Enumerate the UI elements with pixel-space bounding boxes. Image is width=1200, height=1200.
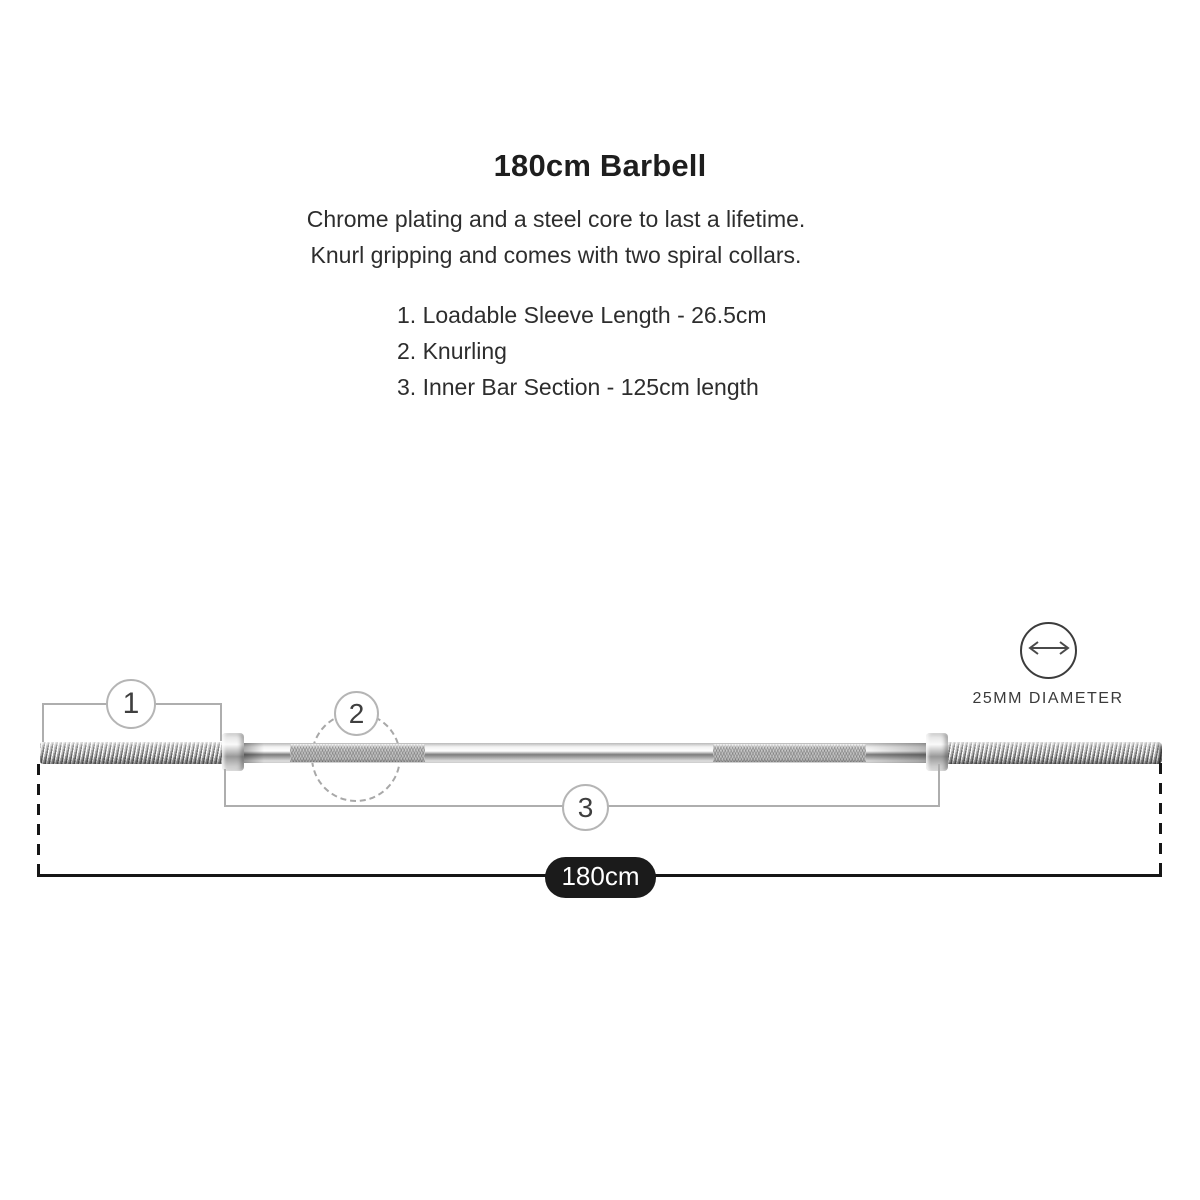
diameter-indicator — [1020, 622, 1077, 679]
diameter-arrow-icon — [1026, 638, 1072, 663]
measure-dashed-line-right — [1159, 763, 1162, 876]
feature-item-3: 3. Inner Bar Section - 125cm length — [397, 374, 759, 400]
callout-2-number: 2 — [348, 697, 365, 729]
callout3-bracket-right — [938, 764, 940, 807]
barbell-left-threaded-sleeve — [40, 742, 224, 764]
callout3-bracket-left — [224, 769, 226, 807]
barbell-left-knurling — [290, 744, 425, 762]
diameter-label: 25MM DIAMETER — [972, 690, 1124, 707]
barbell-right-knurling — [713, 744, 866, 762]
callout-1-badge — [106, 679, 156, 729]
feature-item-2: 2. Knurling — [397, 338, 507, 364]
page-title: 180cm Barbell — [493, 148, 707, 183]
callout1-bracket-right — [220, 703, 222, 741]
feature-list — [397, 297, 767, 405]
barbell-right-threaded-sleeve — [946, 742, 1162, 764]
callout-2-badge — [334, 691, 379, 736]
callout1-bracket-left — [42, 703, 44, 742]
callout-3-badge — [562, 784, 609, 831]
product-description — [0, 201, 1112, 273]
barbell-right-collar — [926, 733, 948, 771]
length-label: 180cm — [561, 861, 640, 891]
description-line-2: Knurl gripping and comes with two spiral collars. — [310, 242, 802, 268]
callout-1-number: 1 — [122, 687, 140, 720]
feature-item-1: 1. Loadable Sleeve Length - 26.5cm — [397, 302, 767, 328]
barbell-left-collar — [222, 733, 244, 771]
callout-3-number: 3 — [577, 791, 594, 823]
description-line-1: Chrome plating and a steel core to last a lifetime. — [306, 206, 806, 232]
measure-dashed-line-left — [37, 764, 40, 876]
length-badge — [545, 857, 656, 898]
